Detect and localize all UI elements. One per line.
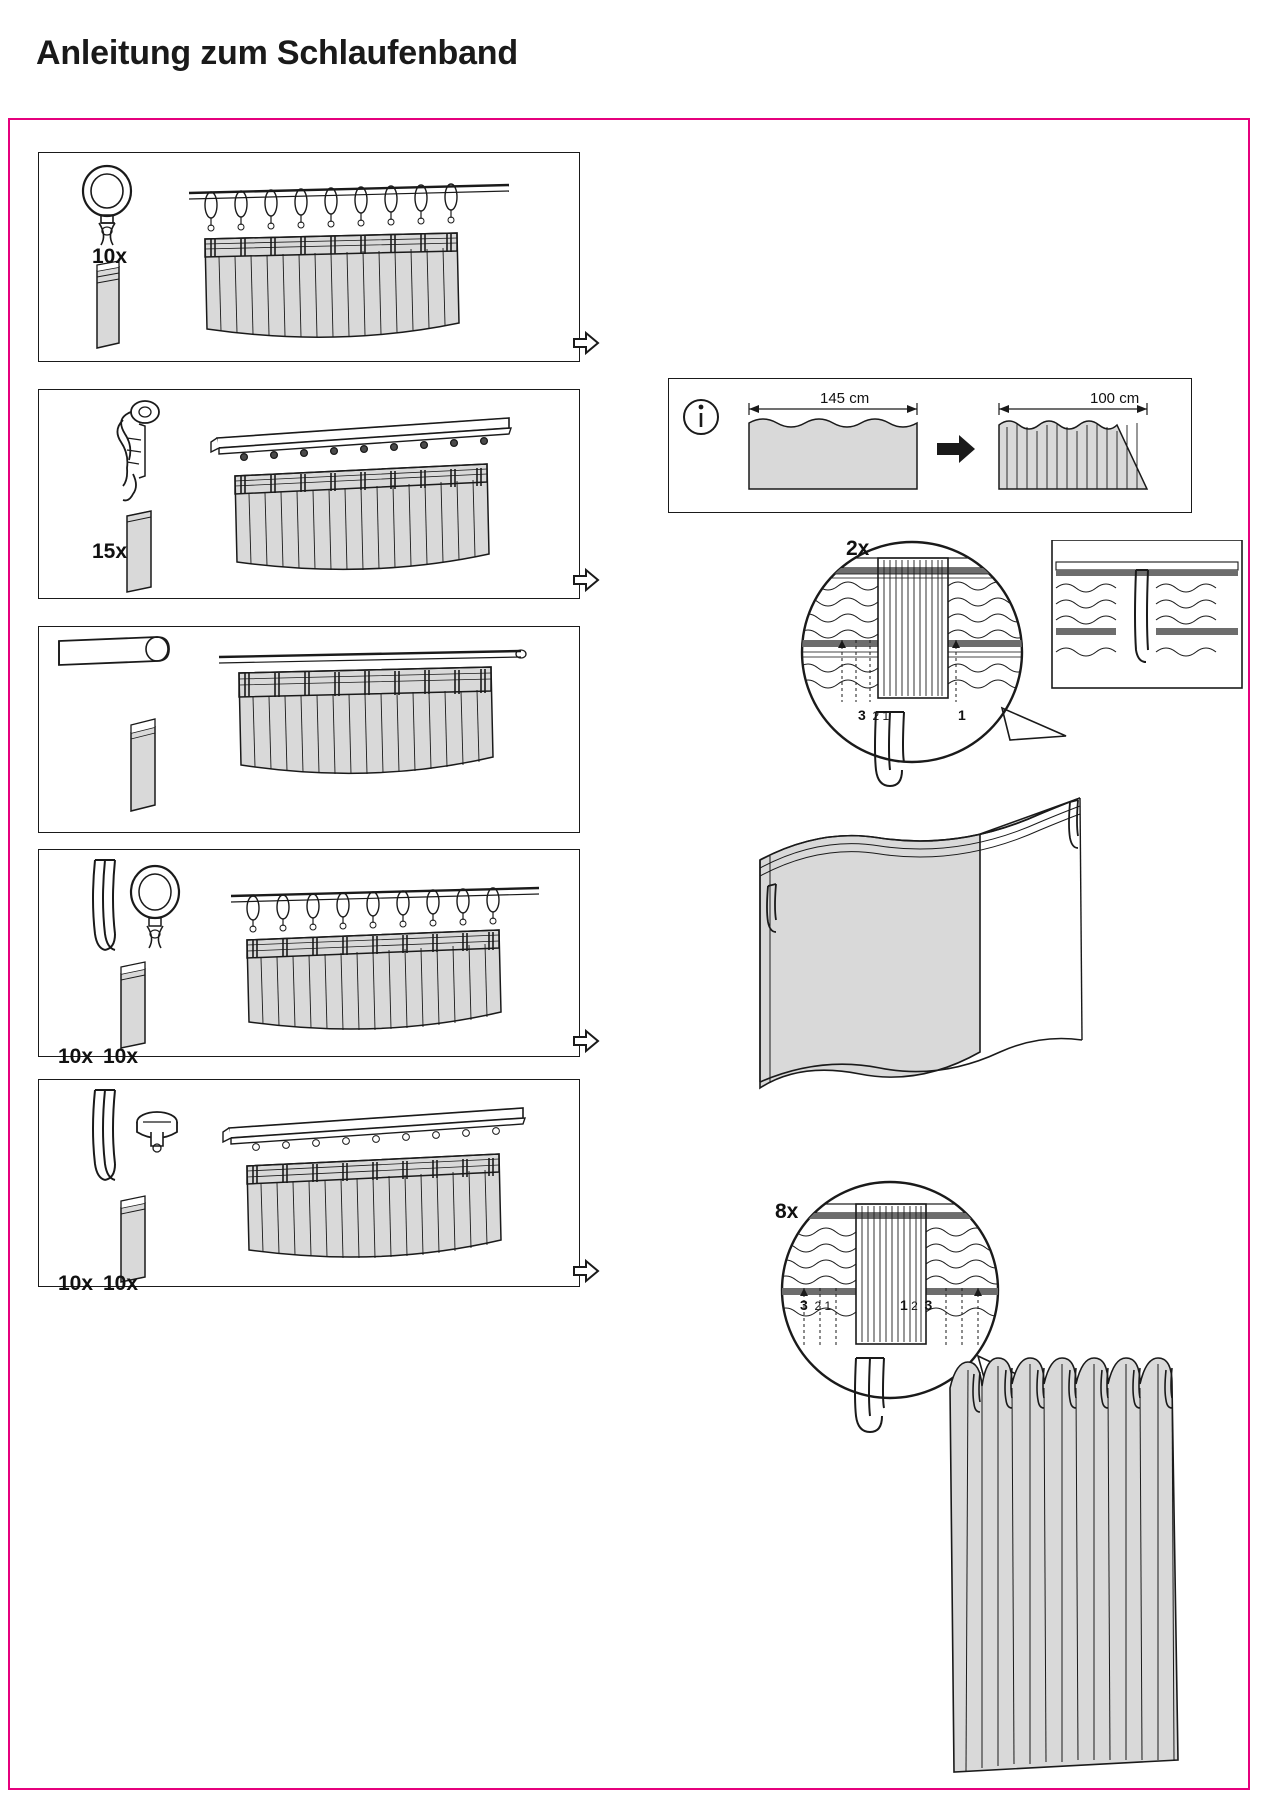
panel-4-next-arrow	[572, 1028, 598, 1054]
panel-5-quantity-left: 10x	[58, 1272, 94, 1295]
panel-5	[38, 1079, 580, 1287]
curtain-fabric-icon	[235, 464, 489, 570]
flat-fabric-icon	[749, 419, 917, 489]
info-icon	[684, 400, 718, 434]
detail-top-numbers-left: 3 2 1	[858, 707, 890, 723]
rail-glider-icon	[137, 1112, 177, 1152]
width-before-label: 145 cm	[820, 390, 870, 407]
panel-2	[38, 389, 580, 599]
tape-strip-icon	[131, 719, 155, 811]
zoom-circle-top	[798, 542, 1066, 786]
tape-strip-icon	[127, 511, 151, 592]
detail-top-side-panel	[1052, 540, 1242, 688]
tape-strip-icon	[121, 1196, 145, 1282]
detail-bottom-label: 8x	[775, 1200, 799, 1223]
panel-4	[38, 849, 580, 1057]
panel-4-quantity-left: 10x	[58, 1045, 94, 1068]
pleat-hook-icon	[93, 1090, 115, 1180]
hook-right-icon	[1069, 800, 1078, 848]
panel-1-next-arrow	[572, 330, 598, 356]
ceiling-rail-icon	[223, 1108, 525, 1144]
pleat-hook-icon	[93, 860, 115, 950]
curtain-fabric-large	[760, 798, 1082, 1088]
panel-5-next-arrow	[572, 1258, 598, 1284]
tape-strip-icon	[121, 962, 145, 1048]
main-curtain-top	[740, 790, 1240, 1230]
panel-3	[38, 626, 580, 833]
curtain-fabric-icon	[247, 1154, 501, 1258]
curtain-fabric-pleated	[950, 1358, 1178, 1772]
detail-top-label: 2x	[846, 537, 870, 560]
rod-through-loops-icon	[219, 650, 526, 663]
curtain-rod-icon	[231, 888, 539, 902]
curtain-rod-icon	[189, 185, 509, 199]
detail-top-numbers-right: 1	[958, 707, 966, 723]
main-curtain-bottom	[940, 1330, 1240, 1780]
curtain-fabric-icon	[247, 930, 501, 1030]
detail-bottom-numbers-left: 3 2 1	[800, 1297, 832, 1313]
glider-hook-icon	[117, 401, 159, 500]
curtain-fabric-icon	[239, 667, 493, 774]
curtain-ring-with-clip-icon	[83, 166, 131, 245]
pleat-hook-icon	[855, 1358, 884, 1432]
panel-1-quantity: 10x	[92, 245, 128, 268]
transform-arrow-icon	[937, 435, 975, 463]
gathered-fabric-icon	[999, 421, 1147, 489]
tape-strip-icon	[97, 261, 119, 348]
panel-5-quantity-right: 10x	[103, 1272, 139, 1295]
page-title: Anleitung zum Schlaufenband	[36, 34, 518, 72]
panel-2-quantity: 15x	[92, 540, 128, 563]
width-after-label: 100 cm	[1090, 390, 1140, 407]
detail-top	[780, 540, 1250, 800]
curtain-fabric-icon	[205, 233, 459, 337]
detail-bottom-numbers-right: 1 2 3	[900, 1297, 933, 1313]
panel-4-quantity-right: 10x	[103, 1045, 139, 1068]
rings-row-icon	[205, 184, 457, 231]
panel-2-next-arrow	[572, 567, 598, 593]
curtain-ring-with-clip-icon	[131, 866, 179, 948]
rod-tube-icon	[59, 637, 169, 665]
pleat-hook-icon	[875, 712, 904, 786]
